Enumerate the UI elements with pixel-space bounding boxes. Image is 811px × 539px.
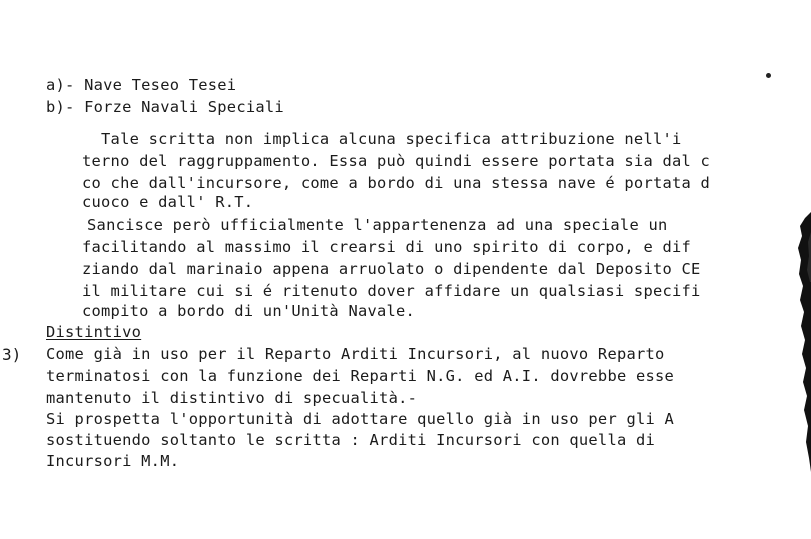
paragraph-1-line-2: terno del raggruppamento. Essa può quindi essere portata sia dal c [82,152,711,170]
paragraph-2-line-1: Sancisce però ufficialmente l'appartenenza ad una speciale un [68,216,668,234]
section-3-line-1: Come già in uso per il Reparto Arditi Incursori, al nuovo Reparto [46,345,665,363]
paragraph-2-line-3: ziando dal marinaio appena arruolato o dipendente dal Deposito CE [82,260,701,278]
section-3-line-6: Incursori M.M. [46,452,180,470]
torn-edge-damage [794,212,811,472]
paragraph-2-line-5: compito a bordo di un'Unità Navale. [82,302,416,320]
section-3-line-3: mantenuto il distintivo di specualità.- [46,389,418,407]
paragraph-1-line-4: cuoco e dall' R.T. [82,193,254,211]
list-item-b: b)- Forze Navali Speciali [46,98,284,116]
section-heading: Distintivo [46,323,142,341]
section-3-line-4: Si prospetta l'opportunità di adottare quello già in uso per gli A [46,410,675,428]
section-number: 3) [2,345,22,364]
list-item-a: a)- Nave Teseo Tesei [46,76,237,94]
section-3-line-5: sostituendo soltanto le scritta : Arditi Incursori con quella di [46,431,656,449]
paragraph-1-line-1: Tale scritta non implica alcuna specifica attribuzione nell'i [82,130,682,148]
paragraph-2-line-2: facilitando al massimo il crearsi di uno spirito di corpo, e dif [82,238,692,256]
ink-dot [766,73,771,78]
paragraph-1-line-3: co che dall'incursore, come a bordo di una stessa nave é portata d [82,174,711,192]
section-3-line-2: terminatosi con la funzione dei Reparti N.G. ed A.I. dovrebbe esse [46,367,675,385]
paragraph-2-line-4: il militare cui si é ritenuto dover affidare un qualsiasi specifi [82,282,701,300]
